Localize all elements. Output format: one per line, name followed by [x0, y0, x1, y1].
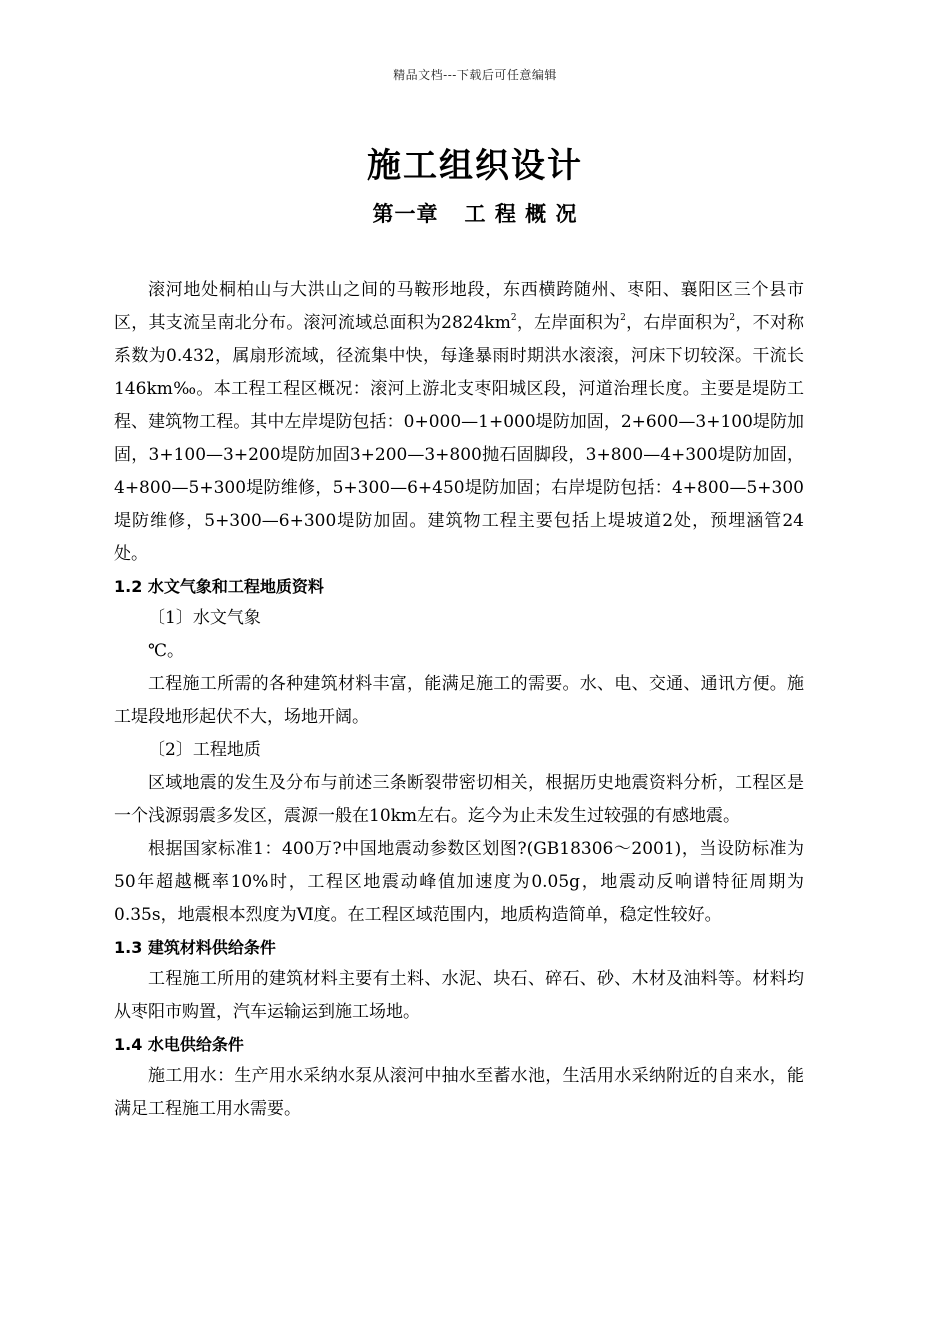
superscript: 2 [620, 313, 626, 323]
earthquake-paragraph-1: 区域地震的发生及分布与前述三条断裂带密切相关，根据历史地震资料分析，工程区是一个浅源弱震多发区，震源一般在10km左右。迄今为止未发生过较强的有感地震。 [114, 773, 804, 826]
subheading-hydrology: 〔1〕水文气象 [148, 608, 261, 628]
section-heading-1-4: 1.4 水电供给条件 [114, 1035, 244, 1054]
earthquake-paragraph-2: 根据国家标准1：400万?中国地震动参数区划图?(GB18306～2001)，当设防标准为50年超越概率10%时，工程区地震动峰值加速度为0.05g，地震动反响谱特征周期为0.35s，地震根本烈度为Ⅵ度。在工程区域范围内，地质构造简单，稳定性较好。 [114, 839, 804, 925]
superscript: 2 [729, 313, 736, 323]
chapter-heading [0, 198, 950, 228]
chapter-name: 工 程 概 况 [464, 201, 578, 226]
intro-text-a: 滚河地处桐柏山与大洪山之间的马鞍形地段，东西横跨随州、枣阳、襄阳区三个县市区，其支流呈南北分布。滚河流域总面积为2824km [114, 280, 804, 333]
intro-text-b: ，左岸面积为 [516, 313, 621, 333]
subheading-geology: 〔2〕工程地质 [148, 740, 261, 760]
intro-text-d: ，不对称系数为0.432，属扇形流域，径流集中快，每逢暴雨时期洪水滚滚，河床下切较深。干流长146km‰。本工程工程区概况：滚河上游北支枣阳城区段，河道治理长度。主要是堤防工程、建筑物工程。其中左岸堤防包括：0+000—1+000堤防加固，2+600—3+100堤防加固，3+100—3+200堤防加固3+200—3+800抛石固脚段，3+800—4+300堤防加固，4+800—5+300堤防维修，5+300—6+450堤防加固；右岸堤防包括：4+800—5+300堤防维修，5+300—6+300堤防加固。建筑物工程主要包括上堤坡道2处，预埋涵管24处。 [114, 313, 805, 564]
materials-paragraph: 工程施工所需的各种建筑材料丰富，能满足施工的需要。水、电、交通、通讯方便。施工堤段地形起伏不大，场地开阔。 [114, 674, 804, 727]
section-heading-1-3: 1.3 建筑材料供给条件 [114, 938, 276, 957]
chapter-label: 第一章 [372, 201, 439, 226]
building-materials-paragraph: 工程施工所用的建筑材料主要有土料、水泥、块石、碎石、砂、木材及油料等。材料均从枣阳市购置，汽车运输运到施工场地。 [114, 969, 804, 1022]
intro-text-c: ，右岸面积为 [625, 313, 730, 333]
temperature-note: ℃。 [148, 641, 185, 661]
superscript: 2 [510, 313, 517, 323]
page-header: 精品文档---下载后可任意编辑 [393, 68, 557, 82]
intro-paragraph [114, 274, 804, 571]
section-heading-1-2: 1.2 水文气象和工程地质资料 [114, 577, 324, 596]
water-power-paragraph: 施工用水：生产用水采纳水泵从滚河中抽水至蓄水池，生活用水采纳附近的自来水，能满足工程施工用水需要。 [114, 1066, 804, 1119]
document-body [114, 274, 804, 1126]
document-title: 施工组织设计 [367, 146, 583, 186]
